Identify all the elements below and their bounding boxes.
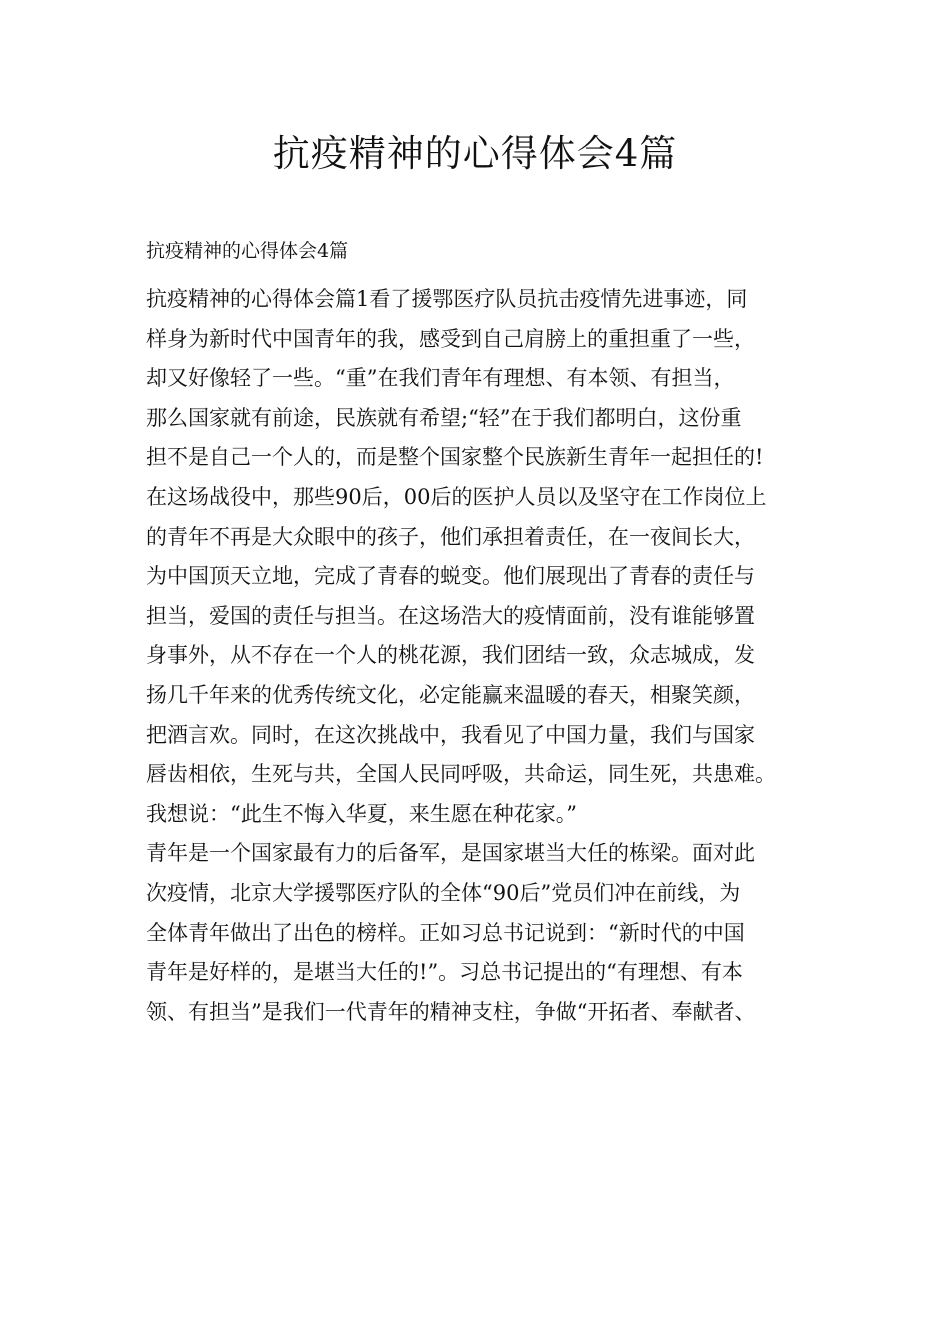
text-line: 青年是一个国家最有力的后备军，是国家堪当大任的栋梁。面对此 bbox=[146, 841, 755, 866]
text-line: 扬几千年来的优秀传统文化，必定能赢来温暖的春天，相聚笑颜， bbox=[146, 682, 755, 707]
body-text bbox=[146, 280, 836, 1032]
text-line: 的青年不再是大众眼中的孩子，他们承担着责任，在一夜间长大， bbox=[146, 524, 755, 549]
text-line: 把酒言欢。同时，在这次挑战中，我看见了中国力量，我们与国家 bbox=[146, 722, 755, 747]
text-line: 担不是自己一个人的，而是整个国家整个民族新生青年一起担任的! bbox=[146, 445, 764, 470]
text-line: 那么国家就有前途，民族就有希望;“轻”在于我们都明白，这份重 bbox=[146, 405, 742, 430]
text-line: 在这场战役中，那些90后，00后的医护人员以及坚守在工作岗位上 bbox=[146, 484, 767, 509]
text-line: 抗疫精神的心得体会篇1看了援鄂医疗队员抗击疫情先进事迹，同 bbox=[146, 287, 748, 311]
document-title: 抗疫精神的心得体会4篇 bbox=[272, 132, 678, 175]
text-line: 样身为新时代中国青年的我，感受到自己肩膀上的重担重了一些， bbox=[146, 326, 755, 351]
text-line: 次疫情，北京大学援鄂医疗队的全体“90后”党员们冲在前线，为 bbox=[146, 880, 741, 905]
text-line: 我想说：“此生不悔入华夏，来生愿在种花家。” bbox=[146, 801, 577, 826]
text-line: 唇齿相依，生死与共，全国人民同呼吸，共命运，同生死，共患难。 bbox=[146, 762, 776, 787]
document-subtitle: 抗疫精神的心得体会4篇 bbox=[146, 240, 349, 262]
text-line: 担当，爱国的责任与担当。在这场浩大的疫情面前，没有谁能够置 bbox=[146, 603, 755, 628]
text-line: 全体青年做出了出色的榜样。正如习总书记说到：“新时代的中国 bbox=[146, 920, 745, 945]
text-line: 领、有担当”是我们一代青年的精神支柱，争做“开拓者、奉献者、 bbox=[146, 999, 756, 1024]
text-line: 青年是好样的，是堪当大任的!”。习总书记提出的“有理想、有本 bbox=[146, 960, 743, 985]
text-line: 为中国顶天立地，完成了青春的蜕变。他们展现出了青春的责任与 bbox=[146, 564, 755, 589]
text-line: 身事外，从不存在一个人的桃花源，我们团结一致，众志城成，发 bbox=[146, 643, 755, 668]
text-line: 却又好像轻了一些。“重”在我们青年有理想、有本领、有担当， bbox=[146, 366, 735, 391]
